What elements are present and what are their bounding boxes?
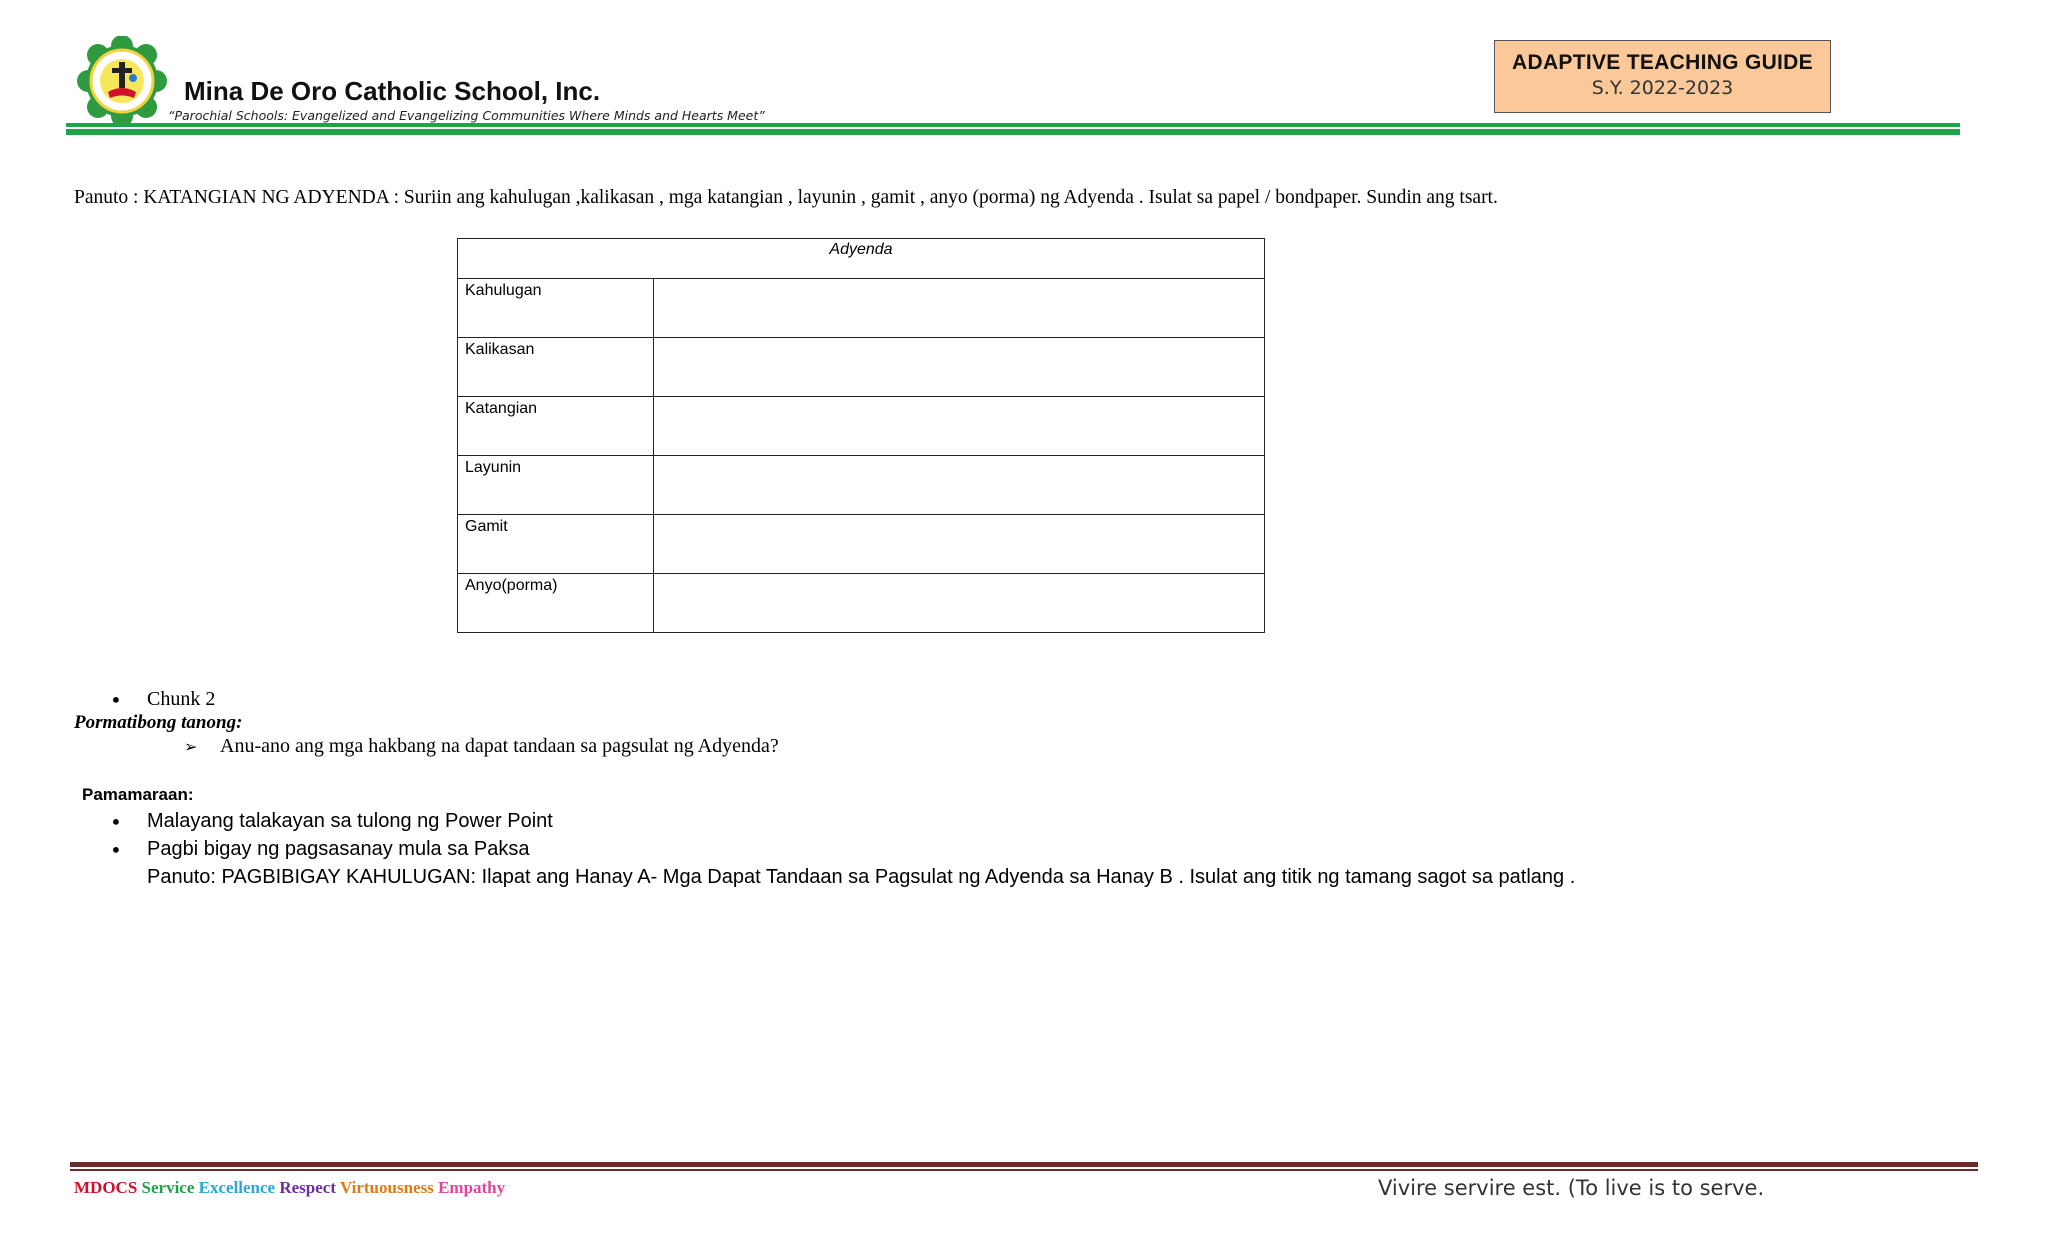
bullet-icon: • (110, 810, 122, 834)
footer-latin-motto: Vivire servire est. (To live is to serve. (1378, 1176, 1765, 1200)
instruction-katangian: Panuto : KATANGIAN NG ADYENDA : Suriin ang kahulugan ,kalikasan , mga katangian , layunin , gamit , anyo (porma) ng Adyenda . Isulat sa papel / bondpaper. Sundin ang tsart. (74, 187, 1498, 208)
value-excellence: Excellence (198, 1178, 276, 1197)
row-label-katangian: Katangian (458, 397, 654, 456)
value-service: Service (141, 1178, 195, 1197)
pormatibo-label: Pormatibong tanong: (74, 712, 243, 733)
row-answer-cell (654, 574, 1265, 633)
school-logo-icon (74, 36, 170, 126)
bullet-icon: • (110, 838, 122, 862)
table-row (458, 279, 1265, 338)
chunk-label: Chunk 2 (147, 688, 216, 710)
school-name: Mina De Oro Catholic School, Inc. (184, 76, 601, 106)
row-label-anyo: Anyo(porma) (458, 574, 654, 633)
list-item: Malayang talakayan sa tulong ng Power Point (147, 810, 553, 832)
guide-title-box (1494, 40, 1831, 113)
value-virtuousness: Virtuousness (339, 1178, 434, 1197)
table-header-row (458, 239, 1265, 279)
guide-title: ADAPTIVE TEACHING GUIDE (1512, 51, 1813, 74)
school-motto: “Parochial Schools: Evangelized and Evangelizing Communities Where Minds and Hearts Meet” (168, 108, 765, 123)
pamamaraan-label: Pamamaraan: (82, 785, 194, 804)
table-row (458, 397, 1265, 456)
value-empathy: Empathy (438, 1178, 506, 1197)
pormatibo-question: Anu-ano ang mga hakbang na dapat tandaan sa pagsulat ng Adyenda? (220, 735, 779, 757)
table-row (458, 574, 1265, 633)
table-row (458, 338, 1265, 397)
row-answer-cell (654, 338, 1265, 397)
footer-divider-thin (70, 1169, 1978, 1171)
core-values (74, 1178, 505, 1198)
row-label-kahulugan: Kahulugan (458, 279, 654, 338)
row-answer-cell (654, 515, 1265, 574)
arrow-bullet-icon: ➢ (184, 737, 198, 756)
bullet-icon: • (110, 688, 122, 712)
adyenda-table (457, 238, 1265, 633)
table-row (458, 456, 1265, 515)
row-answer-cell (654, 279, 1265, 338)
row-answer-cell (654, 397, 1265, 456)
table-title: Adyenda (458, 239, 1265, 279)
value-mdocs: MDOCS (74, 1178, 138, 1197)
footer-divider-thick (70, 1162, 1978, 1167)
instruction-kahulugan: Panuto: PAGBIBIGAY KAHULUGAN: Ilapat ang Hanay A- Mga Dapat Tandaan sa Pagsulat ng Adyenda sa Hanay B . Isulat ang titik ng tamang sagot sa patlang . (147, 866, 1576, 888)
row-answer-cell (654, 456, 1265, 515)
row-label-kalikasan: Kalikasan (458, 338, 654, 397)
table-row (458, 515, 1265, 574)
header-divider-thick (66, 129, 1960, 135)
row-label-layunin: Layunin (458, 456, 654, 515)
list-item: Pagbi bigay ng pagsasanay mula sa Paksa (147, 838, 530, 860)
header-divider-thin (66, 123, 1960, 127)
value-respect: Respect (279, 1178, 337, 1197)
school-year: S.Y. 2022-2023 (1591, 77, 1734, 99)
row-label-gamit: Gamit (458, 515, 654, 574)
